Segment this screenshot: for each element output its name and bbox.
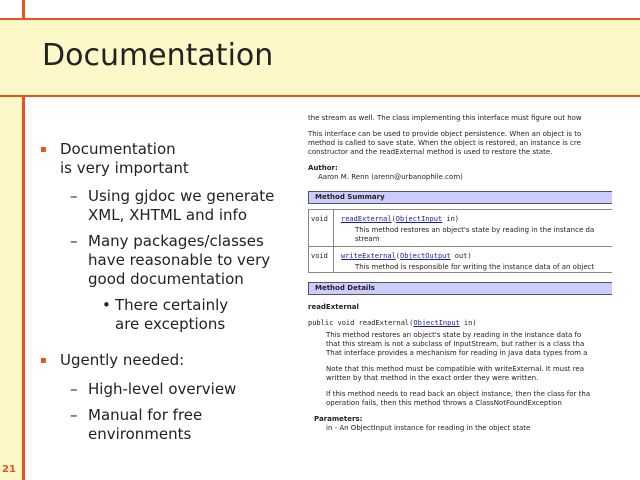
type-link-objectoutput[interactable]: ObjectOutput <box>400 252 451 260</box>
doc-intro-line: This interface can be used to provide object persistence. When an object is to <box>308 130 582 138</box>
bullet-marker: – <box>70 232 78 250</box>
left-margin-band <box>0 97 22 480</box>
type-link-objectinput[interactable]: ObjectInput <box>413 319 460 327</box>
bullet-text-line: Documentation <box>60 140 176 158</box>
title-top-rule <box>0 18 640 20</box>
signature-text: in) <box>459 319 477 327</box>
doc-author-label: Author: <box>308 164 338 172</box>
bullet-text-line: There certainly <box>115 296 229 314</box>
signature-text: public void readExternal( <box>308 319 414 327</box>
bullet-item <box>40 296 300 334</box>
left-rule <box>22 97 25 480</box>
bullet-marker: ▪ <box>40 355 47 366</box>
bullet-text-line: are exceptions <box>115 315 226 333</box>
method-description: This method restores an object's state by reading in the instance da <box>355 226 595 234</box>
type-link-objectinput[interactable]: ObjectInput <box>395 215 443 223</box>
column-divider <box>333 210 334 246</box>
bullet-item <box>40 380 300 399</box>
param-name: in) <box>442 215 460 223</box>
doc-author: Aaron M. Renn (arenn@urbanophile.com) <box>318 173 463 181</box>
bullet-text-line: Manual for free <box>88 406 203 424</box>
detail-line: Note that this method must be compatible with writeExternal. It must rea <box>326 365 585 373</box>
bullet-list <box>40 132 300 444</box>
bullet-text-line: High-level overview <box>88 380 237 398</box>
method-link-writeexternal[interactable]: writeExternal <box>341 252 396 260</box>
method-signature: writeExternal(ObjectOutput out) <box>341 252 472 260</box>
bullet-item <box>40 351 300 370</box>
method-detail-name: readExternal <box>308 303 359 311</box>
table-row <box>309 209 612 246</box>
bullet-marker: – <box>70 380 78 398</box>
doc-intro-line: method is called to save state. When the object is restored, an instance is cre <box>308 139 581 147</box>
method-summary-header: Method Summary <box>308 191 612 204</box>
method-signature: readExternal(ObjectInput in) <box>341 215 460 223</box>
parameter-description: in - An ObjectInput instance for reading in the object state <box>326 424 531 432</box>
bullet-text-line: XML, XHTML and info <box>88 206 248 224</box>
bullet-item <box>40 187 300 225</box>
method-description-cont: stream <box>355 235 380 243</box>
method-details-header: Method Details <box>308 282 612 295</box>
bullet-text-line: environments <box>88 425 192 443</box>
bullet-marker: • <box>102 296 111 314</box>
bullet-text-line: Using gjdoc we generate <box>88 187 275 205</box>
bullet-text-line: is very important <box>60 159 189 177</box>
bullet-text-line: have reasonable to very <box>88 251 271 269</box>
javadoc-screenshot <box>308 114 612 454</box>
bullet-item <box>40 140 300 178</box>
column-divider <box>333 247 334 272</box>
detail-line: That interface provides a mechanism for reading in Java data types from a <box>326 349 588 357</box>
method-link-readexternal[interactable]: readExternal <box>341 215 392 223</box>
bullet-marker: – <box>70 187 78 205</box>
bullet-marker: – <box>70 406 78 424</box>
doc-intro-line: constructor and the readExternal method is used to restore the state. <box>308 148 553 156</box>
bullet-text-line: Many packages/classes <box>88 232 264 250</box>
bullet-marker: ▪ <box>40 144 47 155</box>
bullet-text-line: good documentation <box>88 270 244 288</box>
title-bottom-rule <box>0 95 640 97</box>
detail-line: that this stream is not a subclass of InputStream, but rather is a class tha <box>326 340 585 348</box>
parameters-label: Parameters: <box>314 415 363 423</box>
bullet-text-line: Ugently needed: <box>60 351 185 369</box>
detail-line: This method restores an object's state by reading in the instance data fo <box>326 331 582 339</box>
return-type: void <box>311 215 328 223</box>
detail-line: operation fails, then this method throws a ClassNotFoundException <box>326 399 562 407</box>
method-summary-table <box>308 209 612 273</box>
bullet-item <box>40 232 300 289</box>
detail-line: If this method needs to read back an object instance, then the class for tha <box>326 390 591 398</box>
doc-intro-line: the stream as well. The class implementing this interface must figure out how <box>308 114 582 122</box>
param-name: out) <box>450 252 472 260</box>
return-type: void <box>311 252 328 260</box>
detail-line: written by that method in the exact order they were written. <box>326 374 539 382</box>
method-detail-signature <box>308 319 612 328</box>
slide-title: Documentation <box>42 38 274 73</box>
bullet-item <box>40 406 300 444</box>
method-description: This method is responsible for writing the instance data of an object <box>355 263 595 271</box>
table-row <box>309 246 612 272</box>
left-rule-top <box>22 0 25 20</box>
slide-number: 21 <box>2 464 16 475</box>
